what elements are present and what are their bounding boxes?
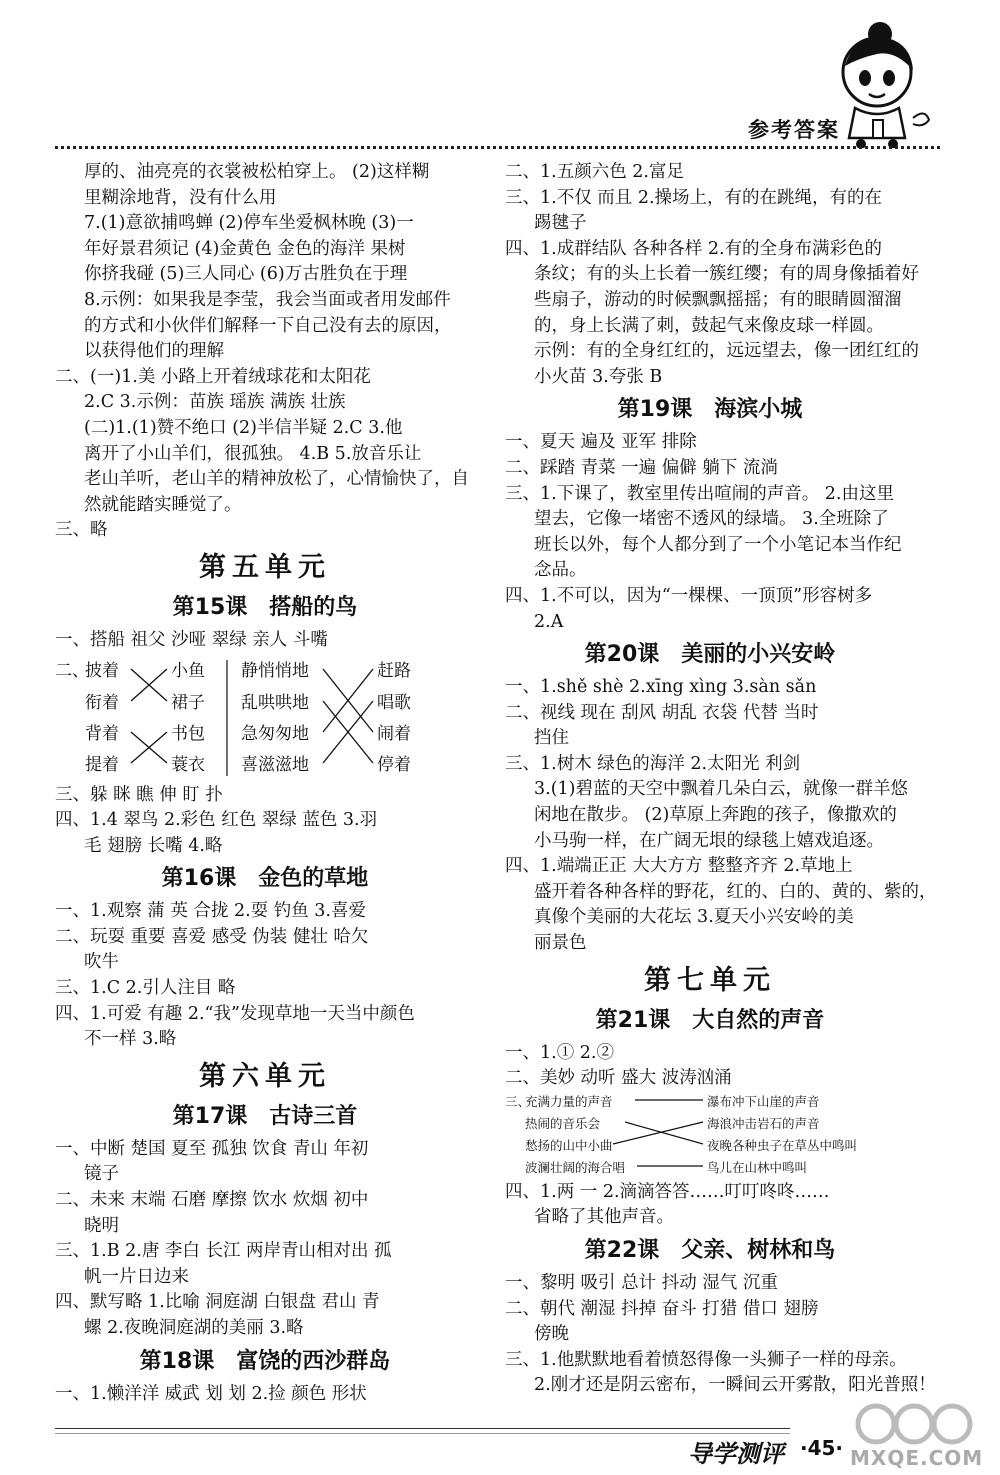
- footer-rule: [55, 1428, 790, 1429]
- lesson-number: 第19课: [617, 397, 693, 423]
- text-line: 里糊涂地背，没有什么用: [84, 187, 277, 208]
- text-line: 离开了小山羊们，很孤独。 4.B 5.放音乐让: [84, 443, 422, 464]
- text-line: 四、默写略 1.比喻 洞庭湖 白银盘 君山 青: [55, 1292, 380, 1313]
- text-line: 三、1.B 2.唐 李白 长江 两岸青山相对出 孤: [55, 1241, 392, 1262]
- text-line: 三、略: [55, 520, 108, 541]
- text-line: 省略了其他声音。: [534, 1207, 674, 1228]
- text-line: 二、视线 现在 刮风 胡乱 衣袋 代替 当时: [505, 702, 819, 723]
- text-line: 一、1.观察 蒲 英 合拢 2.耍 钓鱼 3.喜爱: [55, 901, 366, 922]
- header-title: 参考答案: [748, 118, 840, 142]
- text-line: 晓明: [84, 1215, 119, 1236]
- lesson-number: 第15课: [172, 594, 248, 620]
- text-line: 四、1.端端正正 大大方方 整整齐齐 2.草地上: [505, 856, 853, 877]
- watermark: [836, 1400, 986, 1475]
- text-line: 三、1.C 2.引人注目 略: [55, 978, 236, 999]
- lesson-name: 美丽的小兴安岭: [681, 642, 836, 668]
- text-line: 二、(一)1.美 小路上开着绒球花和太阳花: [55, 366, 371, 387]
- text-line: 四、1.成群结队 各种各样 2.有的全身布满彩色的: [505, 238, 883, 259]
- page-number: ·45·: [800, 1436, 844, 1460]
- text-line: 然就能踏实睡觉了。: [84, 494, 242, 515]
- lesson-name: 富饶的西沙群岛: [236, 1348, 391, 1374]
- match-prefix: 三、: [505, 1093, 531, 1109]
- lesson-title: [505, 637, 915, 673]
- text-line: 条纹；有的头上长着一簇红缨；有的周身像插着好: [534, 264, 919, 285]
- text-line: 吹牛: [84, 952, 119, 973]
- lesson-number: 第18课: [139, 1348, 215, 1374]
- text-line: 一、1.懒洋洋 威武 划 划 2.捡 颜色 形状: [55, 1383, 367, 1404]
- text-line: 老山羊听，老山羊的精神放松了，心情愉快了，自: [84, 469, 469, 490]
- text-line: 小火苗 3.夸张 B: [534, 366, 663, 387]
- match-item: 衔着: [85, 692, 119, 713]
- text-line: 的方式和小伙伴们解释一下自己没有去的原因，: [84, 315, 452, 336]
- match-item: 停着: [377, 754, 411, 775]
- text-line: 三、躲 眯 瞧 伸 盯 扑: [55, 784, 223, 805]
- text-line: 2.C 3.示例：苗族 瑶族 满族 壮族: [84, 392, 346, 413]
- text-line: 3.(1)碧蓝的天空中飘着几朵白云，就像一群羊悠: [534, 779, 908, 800]
- lesson-name: 金色的草地: [258, 866, 369, 892]
- text-line: 毛 翅膀 长嘴 4.略: [84, 835, 223, 856]
- match-item: 热闹的音乐会: [525, 1115, 601, 1131]
- text-line: 盛开着各种各样的野花，红的、白的、黄的、紫的，: [534, 881, 937, 902]
- unit-title: 第五单元: [199, 551, 331, 583]
- text-line: 小马驹一样，在广阔无垠的绿毯上嬉戏追逐。: [534, 830, 884, 851]
- text-line: 一、夏天 遍及 亚军 排除: [505, 432, 697, 453]
- text-line: 螺 2.夜晚洞庭湖的美丽 3.略: [84, 1318, 304, 1338]
- text-line: 你挤我碰 (5)三人同心 (6)万古胜负在于理: [84, 264, 408, 285]
- text-line: 四、1.4 翠鸟 2.彩色 红色 翠绿 蓝色 3.羽: [55, 810, 378, 831]
- text-line: 四、1.可爱 有趣 2.“我”发现草地一天当中颜色: [55, 1003, 415, 1024]
- match-item: 披着: [85, 660, 119, 681]
- match-item: 急匆匆地: [241, 723, 309, 744]
- matching-exercise: [505, 1092, 915, 1180]
- left-column: [55, 160, 475, 1407]
- lesson-number: 第20课: [584, 642, 660, 668]
- lesson-name: 搭船的鸟: [269, 594, 358, 620]
- text-line: 年好景君须记 (4)金黄色 金色的海洋 果树: [84, 238, 406, 259]
- watermark-logo-icon: [836, 1400, 986, 1448]
- lesson-name: 父亲、树林和鸟: [681, 1238, 836, 1263]
- text-line: 四、1.不可以，因为“一棵棵、一顶顶”形容树多: [505, 585, 873, 606]
- text-line: 一、黎明 吸引 总计 抖动 湿气 沉重: [505, 1273, 778, 1293]
- text-line: 二、朝代 潮湿 抖掉 奋斗 打猎 借口 翅膀: [505, 1298, 819, 1319]
- match-item: 充满力量的声音: [525, 1093, 613, 1109]
- text-line: 以获得他们的理解: [84, 341, 224, 362]
- lesson-title: [55, 861, 475, 897]
- unit-title: 第七单元: [644, 964, 776, 996]
- text-line: 挡住: [534, 728, 569, 749]
- text-line: 班长以外，每个人都分到了一个小笔记本当作纪: [534, 534, 902, 555]
- lesson-title: [505, 392, 915, 428]
- match-item: 书包: [171, 723, 205, 744]
- match-item: 闹着: [377, 723, 411, 744]
- text-line: 8.示例：如果我是李莹，我会当面或者用发邮件: [84, 289, 451, 310]
- match-item: 波澜壮阔的海合唱: [525, 1159, 626, 1175]
- lesson-name: 海滨小城: [714, 397, 803, 423]
- text-line: 2.A: [534, 611, 564, 632]
- header-dotted-rule: [55, 146, 940, 149]
- lesson-number: 第21课: [595, 1007, 671, 1033]
- text-line: 傍晚: [534, 1324, 569, 1345]
- mascot-girl-icon: [825, 20, 935, 148]
- match-item: 小鱼: [171, 660, 205, 681]
- lesson-number: 第22课: [584, 1238, 660, 1263]
- text-line: 三、1.不仅 而且 2.操场上，有的在跳绳，有的在: [505, 187, 883, 208]
- text-line: 闲地在散步。 (2)草原上奔跑的孩子，像撒欢的: [534, 805, 897, 826]
- text-line: 踢毽子: [534, 213, 587, 234]
- text-line: 些扇子，游动的时候飘飘摇摇；有的眼睛圆溜溜: [534, 289, 902, 310]
- unit-title: 第六单元: [199, 1060, 331, 1092]
- text-line: 不一样 3.略: [84, 1029, 177, 1050]
- text-line: 二、踩踏 青菜 一遍 偏僻 躺下 流淌: [505, 457, 778, 478]
- match-item: 静悄悄地: [241, 660, 309, 681]
- match-item: 夜晚各种虫子在草丛中鸣叫: [707, 1137, 858, 1153]
- text-line: 二、1.五颜六色 2.富足: [505, 162, 684, 182]
- match-item: 乱哄哄地: [241, 692, 309, 713]
- lesson-title: [55, 1344, 475, 1380]
- match-item: 海浪冲击岩石的声音: [707, 1115, 820, 1131]
- footer-rule: [55, 1433, 790, 1434]
- text-line: 二、未来 末端 石磨 摩擦 饮水 炊烟 初中: [55, 1190, 369, 1211]
- text-line: 三、1.他默默地看着愤怒得像一头狮子一样的母亲。: [505, 1349, 907, 1370]
- watermark-text: MXQE.COM: [850, 1446, 984, 1470]
- match-item: 愁扬的山中小曲: [525, 1137, 613, 1153]
- match-item: 赶路: [377, 660, 411, 681]
- text-line: 丽景色: [534, 933, 587, 954]
- match-item: 唱歌: [377, 692, 411, 713]
- text-line: 二、美妙 动听 盛大 波涛汹涌: [505, 1068, 732, 1089]
- right-column: [505, 160, 937, 1399]
- match-item: 鸟儿在山林中鸣叫: [707, 1159, 808, 1175]
- lesson-title: [55, 1099, 475, 1135]
- footer-brand: 导学测评: [688, 1440, 784, 1468]
- text-line: 四、1.两 一 2.滴滴答答……叮叮咚咚……: [505, 1181, 830, 1202]
- lesson-number: 第16课: [161, 866, 237, 892]
- text-line: 一、中断 楚国 夏至 孤独 饮食 青山 年初: [55, 1138, 369, 1159]
- lesson-title: [505, 1003, 915, 1039]
- text-line: 2.刚才还是阴云密布，一瞬间云开雾散，阳光普照！: [534, 1375, 936, 1396]
- text-line: 二、玩耍 重要 喜爱 感受 伪装 健壮 哈欠: [55, 926, 369, 947]
- text-line: (二)1.(1)赞不绝口 (2)半信半疑 2.C 3.他: [84, 417, 403, 438]
- match-item: 裙子: [171, 692, 205, 713]
- matching-exercise: [55, 656, 475, 781]
- text-line: 镜子: [84, 1164, 119, 1185]
- text-line: 厚的、油亮亮的衣裳被松柏穿上。 (2)这样糊: [84, 162, 430, 182]
- match-item: 背着: [85, 723, 119, 744]
- text-line: 帆一片日边来: [84, 1266, 189, 1287]
- match-item: 提着: [85, 754, 119, 775]
- text-line: 一、1.shě shè 2.xīng xìng 3.sàn sǎn: [505, 677, 817, 698]
- lesson-title: [55, 590, 475, 626]
- text-line: 三、1.树木 绿色的海洋 2.太阳光 利剑: [505, 753, 801, 774]
- match-item: 喜滋滋地: [241, 754, 309, 775]
- text-line: 的，身上长满了刺，鼓起气来像皮球一样圆。: [534, 315, 884, 336]
- lesson-name: 大自然的声音: [692, 1007, 825, 1033]
- text-line: 7.(1)意欲捕鸣蝉 (2)停车坐爱枫林晚 (3)一: [84, 213, 414, 234]
- match-prefix: 二、: [55, 660, 89, 681]
- text-line: 示例：有的全身红红的，远远望去，像一团红红的: [534, 341, 919, 362]
- lesson-name: 古诗三首: [269, 1103, 358, 1129]
- text-line: 一、1.① 2.②: [505, 1042, 614, 1063]
- lesson-number: 第17课: [172, 1103, 248, 1129]
- text-line: 念品。: [534, 560, 587, 581]
- match-item: 蓑衣: [171, 754, 205, 775]
- text-line: 望去，它像一堵密不透风的绿墙。 3.全班除了: [534, 509, 889, 530]
- lesson-title: [505, 1233, 915, 1269]
- match-item: 瀑布冲下山崖的声音: [707, 1093, 820, 1109]
- text-line: 一、搭船 祖父 沙哑 翠绿 亲人 斗嘴: [55, 629, 328, 650]
- text-line: 三、1.下课了，教室里传出喧闹的声音。 2.由这里: [505, 483, 894, 504]
- text-line: 真像个美丽的大花坛 3.夏天小兴安岭的美: [534, 907, 854, 928]
